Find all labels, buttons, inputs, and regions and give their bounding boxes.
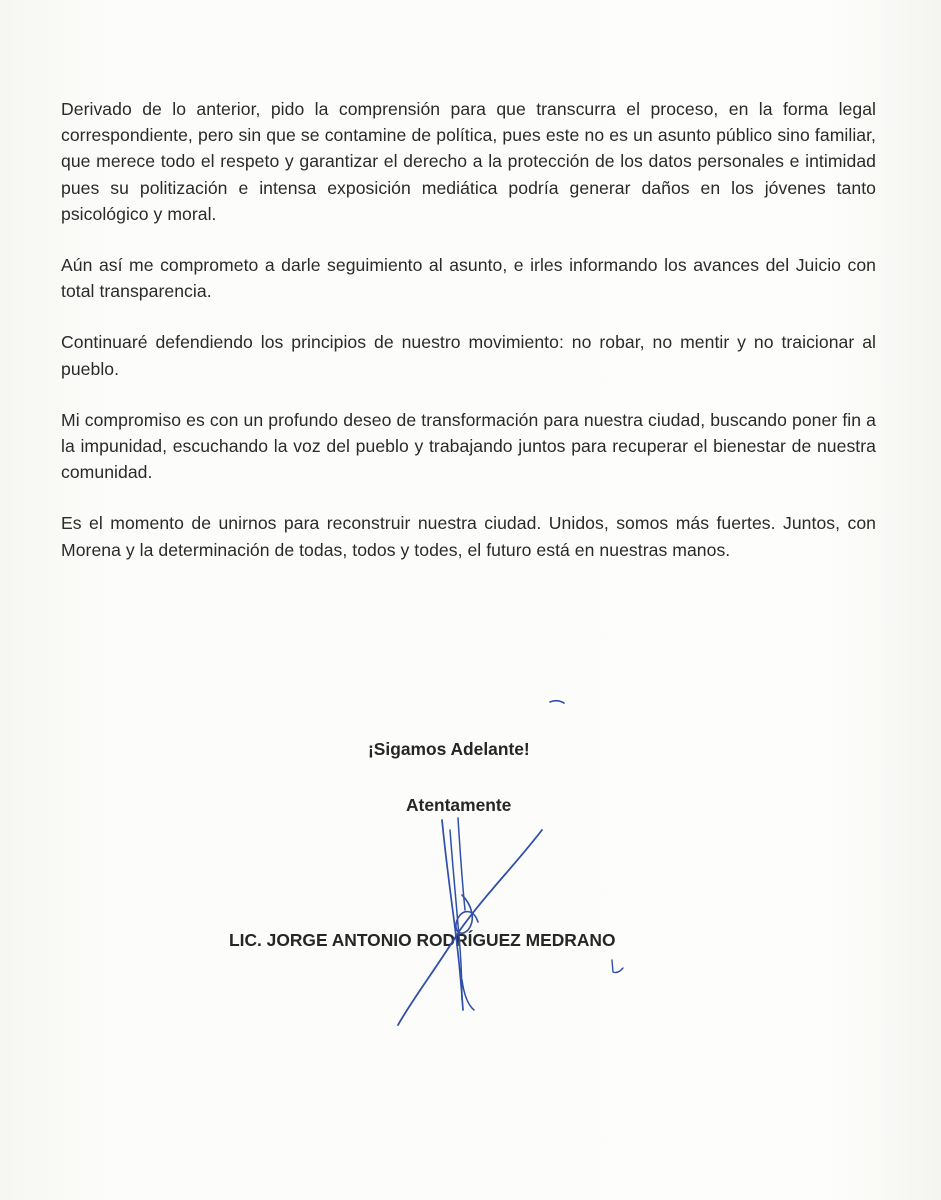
signature-tail bbox=[462, 980, 474, 1010]
signature-hook bbox=[612, 960, 623, 973]
signature-loop-2 bbox=[450, 830, 462, 1000]
signature-loop-1 bbox=[442, 820, 463, 1010]
paragraph-1: Derivado de lo anterior, pido la comprensión para que transcurra el proceso, en la forma legal correspondiente, pero sin que se contamine de política, pues este no es un asunto público sino familiar, que merece todo el respeto y garantizar el derecho a la protección de los datos personales e intimidad pues su politización e intensa exposición mediática podría generar daños en los jóvenes tanto psicológico y moral. bbox=[61, 99, 876, 224]
closing-regards: Atentamente bbox=[406, 795, 512, 815]
signatory-name: LIC. JORGE ANTONIO RODRÍGUEZ MEDRANO bbox=[229, 930, 616, 950]
closing-slogan: ¡Sigamos Adelante! bbox=[368, 739, 530, 759]
paragraph-3: Continuaré defendiendo los principios de nuestro movimiento: no robar, no mentir y no traicionar al pueblo. bbox=[61, 332, 876, 379]
handwritten-signature-icon bbox=[350, 680, 650, 1060]
paragraph-4: Mi compromiso es con un profundo deseo de transformación para nuestra ciudad, buscando poner fin a la impunidad, escuchando la voz del pueblo y trabajando juntos para recuperar el bienestar de nuestra comunidad. bbox=[61, 409, 876, 483]
paragraph-2: Aún así me comprometo a darle seguimiento al asunto, e irles informando los avances del Juicio con total transparencia. bbox=[61, 255, 876, 302]
signature-sweep bbox=[398, 830, 542, 1025]
signature-loop-3 bbox=[458, 818, 465, 910]
letter-body bbox=[61, 96, 876, 588]
signature-tick bbox=[550, 701, 564, 703]
signature-knot bbox=[456, 895, 478, 933]
paragraph-5: Es el momento de unirnos para reconstruir nuestra ciudad. Unidos, somos más fuertes. Juntos, con Morena y la determinación de todas, todos y todes, el futuro está en nuestras manos. bbox=[61, 513, 876, 560]
